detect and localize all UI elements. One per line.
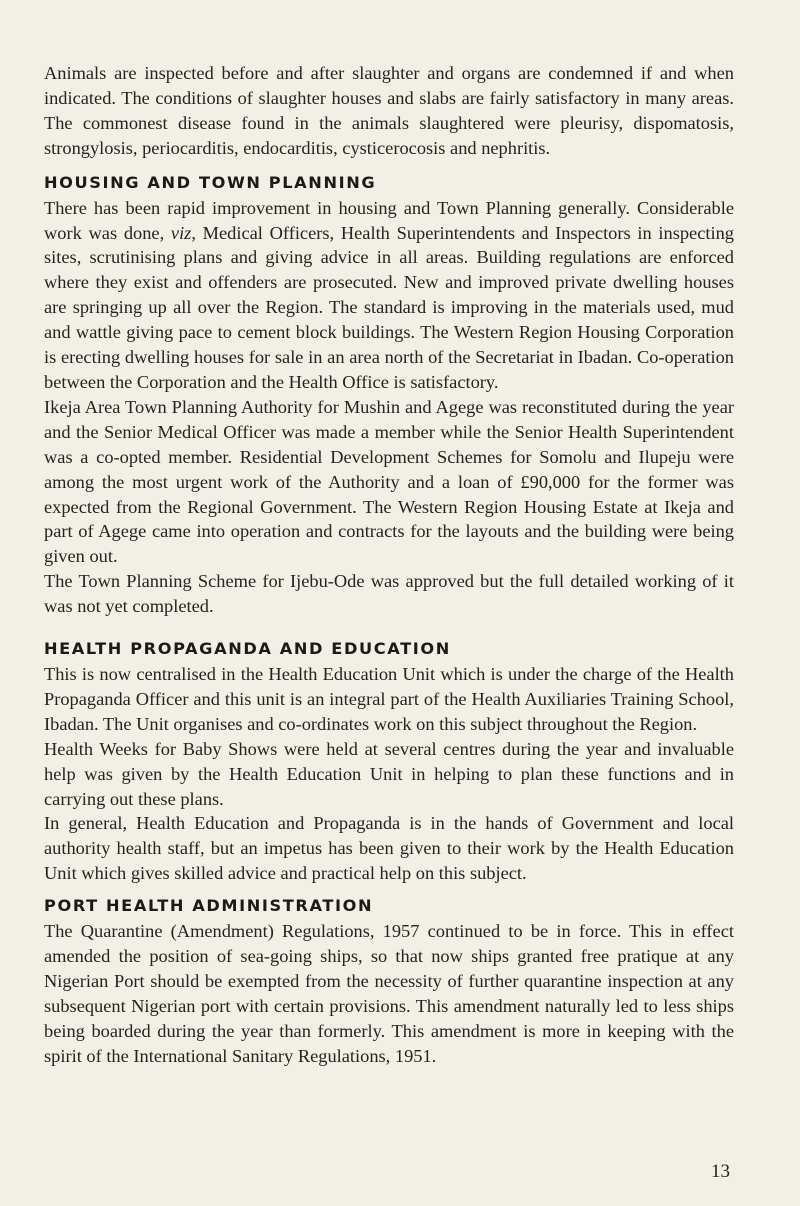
housing-paragraph-1-start: There has been rapid improvement in housing and Town Planning generally. Considerable work was done, [44,197,734,243]
housing-heading: HOUSING AND TOWN PLANNING [44,172,377,192]
port-section [44,895,734,1068]
housing-paragraph-1 [44,196,734,395]
propaganda-paragraph-3: In general, Health Education and Propaganda is in the hands of Government and local authority health staff, but an impetus has been given to their work by the Health Education Unit which gives skilled advice and practical help on this subject. [44,813,734,884]
port-heading: PORT HEALTH ADMINISTRATION [44,896,374,916]
intro-paragraph: Animals are inspected before and after slaughter and organs are condemned if and when indicated. The conditions of slaughter houses and slabs are fairly satisfactory in many areas. The commonest disease found in the animals slaughtered were pleurisy, dispomatosis, strongylosis, periocarditis, endocarditis, cysticerocosis and nephritis. [44,63,734,158]
housing-paragraph-3: The Town Planning Scheme for Ijebu-Ode was approved but the full detailed working of it was not yet completed. [44,571,734,617]
page-number: 13 [711,1161,730,1182]
housing-paragraph-1-italic: viz [170,222,192,243]
propaganda-paragraph-2: Health Weeks for Baby Shows were held at several centres during the year and invaluable help was given by the Health Education Unit in helping to plan these functions and in carrying out these plans. [44,738,734,809]
housing-paragraph-1-end: , Medical Officers, Health Superintendents and Inspectors in inspecting sites, scrutinising plans and giving advice in all areas. Building regulations are enforced where they exist and offenders are prosecuted. New and improved private dwelling houses are springing up all over the Region. The standard is improving in the materials used, mud and wattle giving pace to cement block buildings. The Western Region Housing Corporation is erecting dwelling houses for sale in an area north of the Secretariat in Ibadan. Co-operation between the Corporation and the Health Office is satisfactory. [44,222,734,392]
propaganda-paragraph-1: This is now centralised in the Health Education Unit which is under the charge of the Health Propaganda Officer and this unit is an integral part of the Health Auxiliaries Training School, Ibadan. The Unit organises and co-ordinates work on this subject throughout the Region. [44,664,734,734]
propaganda-section [44,638,734,886]
propaganda-heading: HEALTH PROPAGANDA AND EDUCATION [44,639,451,659]
housing-section [44,172,734,619]
housing-paragraph-2: Ikeja Area Town Planning Authority for Mushin and Agege was reconstituted during the year and the Senior Medical Officer was made a member while the Senior Health Superintendent was a co-opted member. Residential Development Schemes for Somolu and Ilupeju were among the most urgent work of the Authority and a loan of £90,000 for the former was expected from the Regional Government. The Western Region Housing Estate at Ikeja and part of Agege came into operation and contracts for the layouts and the building were being given out. [44,396,734,567]
port-paragraph-1: The Quarantine (Amendment) Regulations, 1957 continued to be in force. This in effect amended the position of sea-going ships, so that now ships granted free pratique at any Nigerian Port should be exempted from the necessity of further quarantine inspection at any subsequent Nigerian port with certain provisions. This amendment naturally led to less ships being boarded during the year than formerly. This amendment is more in keeping with the spirit of the International Sanitary Regulations, 1951. [44,921,734,1066]
